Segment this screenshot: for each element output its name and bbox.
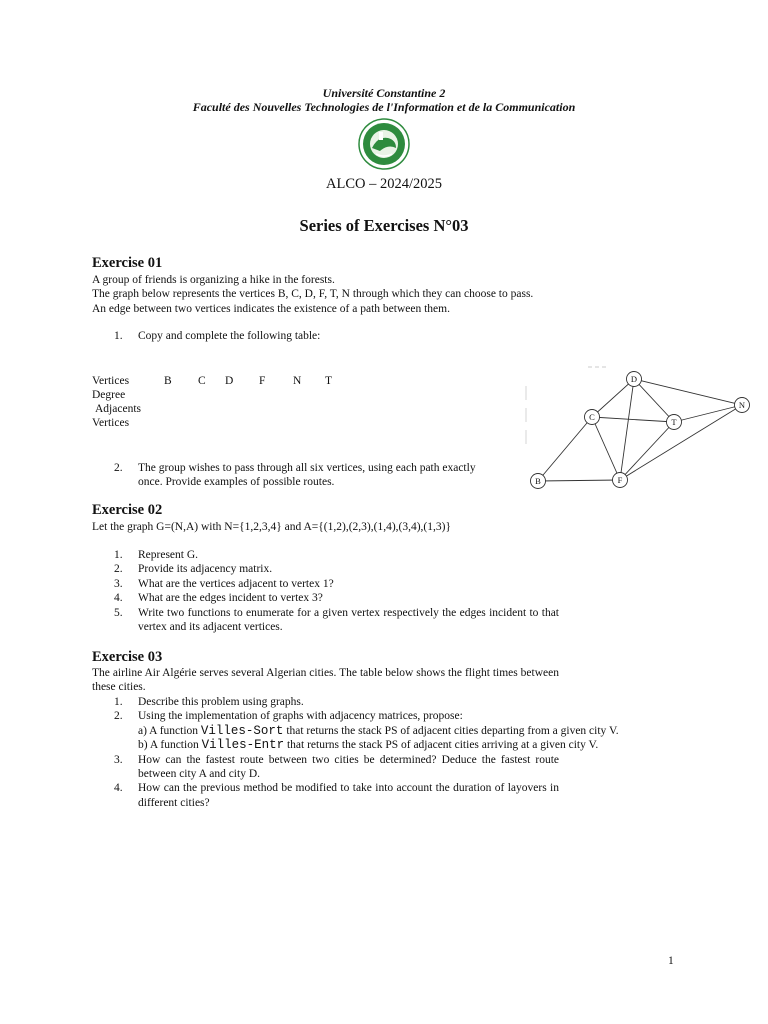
graph-edge-C-T [592,417,674,422]
exercise-02-title: Exercise 02 [92,502,163,518]
hike-graph [522,366,754,492]
exercise-02-intro [92,520,562,534]
university-name: Université Constantine 2 [322,86,446,100]
exercise-01-intro [92,273,592,316]
item-text: Describe this problem using graphs. [138,696,304,708]
table-row-label: Vertices [92,375,130,387]
item-text-line-2: once. Provide examples of possible routes. [138,476,335,489]
table-column: N [293,375,302,387]
table-row-adjacents: Adjacents [95,403,141,415]
item-text-line-1: The group wishes to pass through all six vertices, using each path exactly [138,462,476,474]
item-number: 3. [114,753,123,766]
graph-node-B [531,474,546,489]
graph-node-N [735,398,750,413]
vertices-table-header [92,374,352,389]
list-item [92,709,619,753]
function-name-villes-entr: Villes-Entr [201,738,285,753]
series-title: Series of Exercises N°03 [299,216,469,235]
item-text-b-pre: b) A function [138,739,202,752]
graph-node-label: F [617,475,623,485]
item-text: What are the vertices adjacent to vertex 1? [138,577,334,590]
graph-node-D [627,372,642,387]
item-text-a [138,723,619,738]
item-text-a-pre: a) A function [138,724,201,737]
list-item [92,562,559,576]
exercise-03-items [92,695,619,810]
exercise-01-line-1: A group of friends is organizing a hike in the forests. [92,274,335,286]
graph-edge-C-F [592,417,620,480]
exercise-01-line-2: The graph below represents the vertices B, C, D, F, T, N through which they can choose to pass. [92,288,534,301]
item-number: 1. [114,696,123,708]
exercise-01-line-3: An edge between two vertices indicates the existence of a path between them. [92,302,450,315]
graph-edge-T-N [674,405,742,422]
item-text: How can the fastest route between two cities be determined? Deduce the fastest route between city A and city D. [138,753,559,781]
item-text: Copy and complete the following table: [138,330,321,342]
item-text: Represent G. [138,549,199,561]
graph-edge-D-F [620,379,634,480]
item-text-b [138,738,599,753]
exercise-02-intro-text: Let the graph G=(N,A) with N={1,2,3,4} and A={(1,2),(2,3),(1,4),(3,4),(1,3)} [92,521,451,533]
item-number: 3. [114,577,123,590]
item-number: 2. [114,710,123,723]
table-column: T [325,375,333,387]
item-number: 2. [114,462,123,474]
item-text: Write two functions to enumerate for a given vertex respectively the edges incident to that vertex and its adjacent vertices. [138,606,559,634]
faculty-name: Faculté des Nouvelles Technologies de l'Information et de la Communication [192,100,576,114]
table-row-degree: Degree [92,389,126,401]
graph-edge-B-F [538,480,620,481]
university-logo [358,118,410,170]
item-text: How can the previous method be modified to take into account the duration of layovers in different cities? [138,782,559,809]
item-number: 4. [114,782,123,795]
list-item [92,548,559,562]
list-item [92,695,559,709]
item-text-a-post: that returns the stack PS of adjacent cities departing from a given city V. [283,724,619,737]
table-column: C [198,375,206,387]
table-column: B [164,375,172,387]
graph-edge-D-T [634,379,674,422]
graph-node-label: N [738,400,746,410]
function-name-villes-sort: Villes-Sort [200,723,284,738]
graph-node-T [667,415,682,430]
graph-edge-C-D [592,379,634,417]
list-item [92,753,559,782]
item-number: 1. [114,330,123,342]
graph-edge-F-N [620,405,742,480]
list-item [92,329,592,343]
list-item [92,577,559,591]
graph-edge-B-C [538,417,592,481]
exercise-01-item-1 [92,329,592,343]
item-number: 4. [114,592,123,605]
item-text: Provide its adjacency matrix. [138,563,273,576]
item-text: What are the edges incident to vertex 3? [138,592,323,605]
page-number: 1 [668,955,674,967]
graph-edge-T-F [620,422,674,480]
table-column: D [225,375,234,387]
table-row-vertices: Vertices [92,417,130,429]
graph-node-label: B [535,476,541,486]
item-number: 1. [114,549,123,561]
exercise-01-item-2 [92,461,532,490]
exercise-03-title: Exercise 03 [92,649,163,665]
item-text-b-post: that returns the stack PS of adjacent cities arriving at a given city V. [284,739,599,752]
item-text: Using the implementation of graphs with adjacency matrices, propose: [138,710,463,723]
exercise-01-title: Exercise 01 [92,255,163,271]
list-item [92,606,559,635]
course-title: ALCO – 2024/2025 [326,176,442,192]
exercise-03-intro: The airline Air Algérie serves several Algerian cities. The table below shows the flight times between these cities. [92,667,559,694]
graph-node-label: T [671,417,677,427]
item-number: 2. [114,563,123,576]
exercise-02-items [92,548,559,634]
graph-node-F [613,473,628,488]
graph-node-label: D [630,374,638,384]
item-number: 5. [114,606,123,619]
list-item [92,781,559,810]
list-item [92,591,559,605]
graph-node-label: C [589,412,595,422]
table-column: F [259,375,266,387]
graph-node-C [585,410,600,425]
list-item [92,461,532,490]
graph-svg [522,366,754,492]
graph-edge-D-N [634,379,742,405]
